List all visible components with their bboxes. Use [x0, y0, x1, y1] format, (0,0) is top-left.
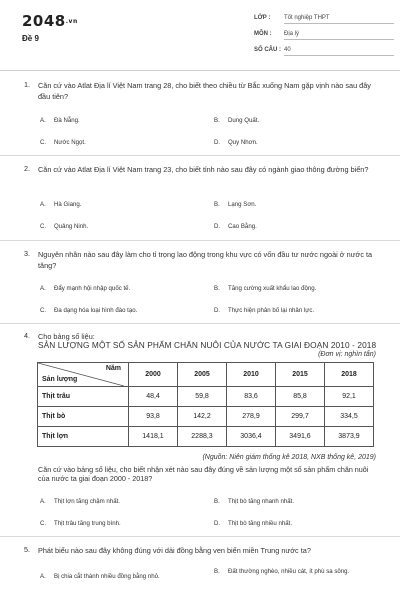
year-header: 2018: [325, 363, 374, 387]
question-number: 2.: [24, 164, 30, 173]
question-number: 5.: [24, 545, 30, 554]
row-label: Thịt bò: [38, 407, 129, 427]
question-4-body: [24, 465, 380, 535]
table-corner-cell: [38, 363, 129, 387]
question-divider: [0, 240, 400, 241]
option-c[interactable]: C. Nước Ngọt.: [40, 139, 86, 146]
table-cell: 83,6: [227, 387, 276, 407]
exam-code: Đề 9: [22, 34, 39, 43]
question-text: Nguyên nhân nào sau đây làm cho tỉ trọng lao động trong khu vực có vốn đầu tư nước ngoài ở nước ta tăng?: [38, 250, 373, 270]
field-question-count-label: SỐ CÂU :: [254, 47, 281, 53]
option-d[interactable]: D. Cao Bằng.: [214, 223, 257, 230]
table-source: (Nguồn: Niên giám thống kê 2018, NXB thống kê, 2019): [202, 454, 376, 461]
table-cell: 93,8: [129, 407, 178, 427]
table-cell: 3036,4: [227, 427, 276, 447]
option-c[interactable]: C. Đa dạng hóa loại hình đào tạo.: [40, 307, 138, 314]
question-text: Phát biểu nào sau đây không đúng với dải đồng bằng ven biển miền Trung nước ta?: [38, 546, 311, 555]
table-cell: 48,4: [129, 387, 178, 407]
question-text: Căn cứ vào bảng số liệu, cho biết nhận xét nào sau đây đúng về sản lượng một số sản phẩm chăn nuôi của nước ta giai đoạn 2000 - 2018?: [38, 465, 369, 483]
field-class-label: LỚP :: [254, 15, 271, 21]
option-c[interactable]: C. Thịt trâu tăng trung bình.: [40, 520, 121, 527]
option-b[interactable]: B. Lạng Sơn.: [214, 201, 257, 208]
table-header-row: [38, 363, 374, 387]
table-cell: 3491,6: [276, 427, 325, 447]
year-header: 2000: [129, 363, 178, 387]
option-b[interactable]: B. Thịt bò tăng nhanh nhất.: [214, 498, 295, 505]
field-subject-label: MÔN :: [254, 31, 272, 37]
table-row: [38, 407, 374, 427]
option-a[interactable]: A. Bị chia cắt thành nhiều đồng bằng nhỏ.: [40, 573, 160, 580]
logo-suffix: .vn: [65, 18, 78, 25]
question-divider: [0, 155, 400, 156]
year-header: 2005: [178, 363, 227, 387]
table-cell: 299,7: [276, 407, 325, 427]
option-d[interactable]: D. Quy Nhơn.: [214, 139, 258, 146]
table-cell: 1418,1: [129, 427, 178, 447]
question-1: [24, 80, 380, 150]
table-row: [38, 387, 374, 407]
option-d[interactable]: D. Thịt bò tăng nhiều nhất.: [214, 520, 293, 527]
question-divider: [0, 536, 400, 537]
table-cell: 278,9: [227, 407, 276, 427]
question-3: [24, 249, 380, 325]
data-table: [37, 362, 374, 447]
question-text: Căn cứ vào Atlat Địa lí Việt Nam trang 23, cho biết tỉnh nào sau đây có ngành giao thông đường biển?: [38, 165, 369, 174]
header: [0, 0, 400, 66]
question-text: Căn cứ vào Atlat Địa lí Việt Nam trang 28, cho biết theo chiều từ Bắc xuống Nam gặp vịnh nào sau đây đầu tiên?: [38, 81, 371, 101]
field-class-value: Tốt nghiệp THPT: [284, 15, 394, 24]
option-b[interactable]: B. Tăng cường xuất khẩu lao động.: [214, 285, 317, 292]
year-header: 2010: [227, 363, 276, 387]
table-cell: 3873,9: [325, 427, 374, 447]
table-title: SẢN LƯỢNG MỘT SỐ SẢN PHẨM CHĂN NUÔI CỦA NƯỚC TA GIAI ĐOẠN 2010 - 2018: [38, 340, 377, 350]
table-unit: (Đơn vị: nghìn tấn): [318, 351, 376, 358]
question-number: 1.: [24, 80, 30, 89]
field-question-count-value: 40: [284, 47, 394, 56]
option-b[interactable]: B. Dung Quất.: [214, 117, 260, 124]
logo-main: 2048: [22, 12, 66, 30]
table-cell: 92,1: [325, 387, 374, 407]
header-divider: [0, 70, 400, 71]
option-a[interactable]: A. Đà Nẵng.: [40, 117, 80, 124]
option-c[interactable]: C. Quảng Ninh.: [40, 223, 89, 230]
table-cell: 334,5: [325, 407, 374, 427]
year-header: 2015: [276, 363, 325, 387]
question-2: [24, 164, 380, 240]
field-subject-value: Địa lý: [284, 31, 394, 40]
table-cell: 142,2: [178, 407, 227, 427]
row-label: Thịt lợn: [38, 427, 129, 447]
question-divider: [0, 323, 400, 324]
option-b[interactable]: B. Đất thường nghèo, nhiều cát, ít phù sa sông.: [214, 568, 350, 575]
option-a[interactable]: A. Thịt lợn tăng chậm nhất.: [40, 498, 120, 505]
question-number: 3.: [24, 249, 30, 258]
logo[interactable]: [22, 12, 78, 30]
table-cell: 85,8: [276, 387, 325, 407]
option-a[interactable]: A. Hà Giang.: [40, 201, 82, 208]
option-a[interactable]: A. Đẩy mạnh hội nhập quốc tế.: [40, 285, 131, 292]
row-label: Thịt trâu: [38, 387, 129, 407]
question-intro: Cho bảng số liệu:: [38, 332, 95, 341]
question-5: [24, 545, 380, 600]
option-d[interactable]: D. Thực hiện phân bố lại nhân lực.: [214, 307, 315, 314]
corner-year-label: Năm: [105, 365, 121, 372]
table-cell: 59,8: [178, 387, 227, 407]
corner-item-label: Sản lượng: [42, 376, 78, 383]
table-row: [38, 427, 374, 447]
question-number: 4.: [24, 331, 30, 340]
table-cell: 2288,3: [178, 427, 227, 447]
